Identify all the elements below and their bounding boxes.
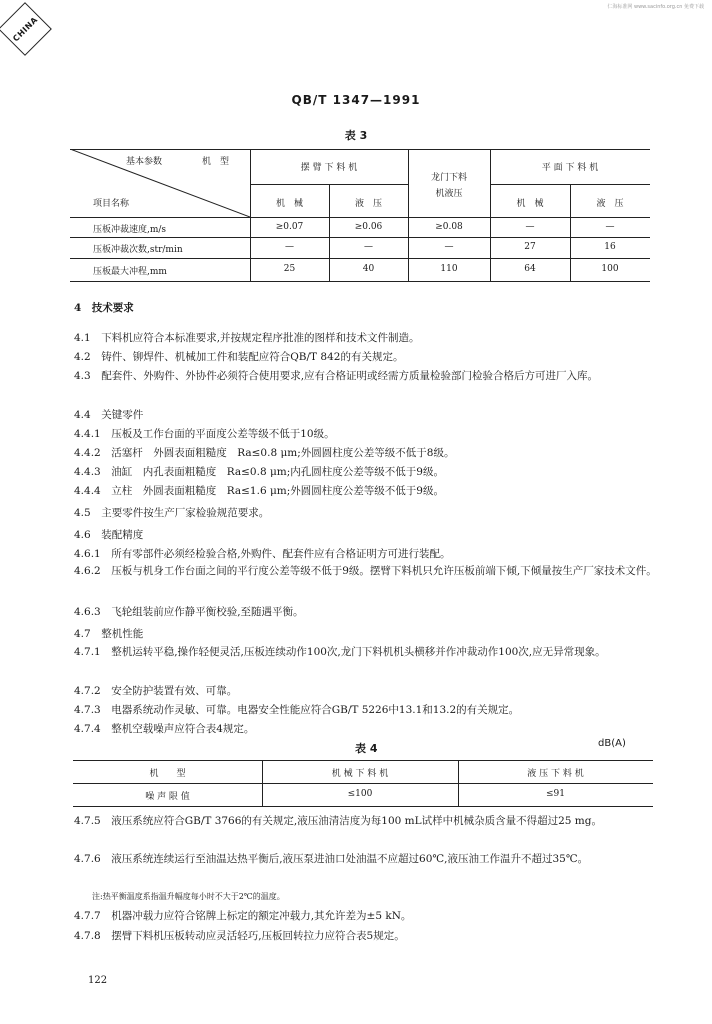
table4-rule-top — [73, 760, 653, 761]
para-4-7-3: 4.7.3 电器系统动作灵敏、可靠。电器安全性能应符合GB/T 5226中13.1和13.2的有关规定。 — [74, 704, 520, 716]
table4-head-mech: 机 械 下 料 机 — [331, 769, 389, 779]
table3-row1-v5: — — [605, 222, 615, 232]
table3-row2-v3: — — [444, 242, 454, 252]
table4-row-label: 噪 声 限 值 — [145, 792, 190, 802]
para-4-6-3: 4.6.3 飞轮组装前应作静平衡校验,至随遇平衡。 — [74, 606, 304, 618]
table3-vline-c — [408, 149, 409, 281]
para-4-7-6: 4.7.6 液压系统连续运行至油温达热平衡后,液压泵进油口处油温不应超过60℃,液压油工作温升不超过35℃。 — [74, 853, 589, 865]
para-4-7: 4.7 整机性能 — [74, 628, 144, 640]
para-4-6-1: 4.6.1 所有零部件必须经检验合格,外购件、配套件应有合格证明方可进行装配。 — [74, 548, 451, 560]
para-4-7-5: 4.7.5 液压系统应符合GB/T 3766的有关规定,液压油清洁度为每100 mL试样中机械杂质含量不得超过25 mg。 — [74, 815, 602, 827]
table3-title: 表 3 — [344, 129, 368, 142]
table3-row2-label: 压板冲裁次数,str/min — [93, 245, 183, 255]
table3-row2-v1: — — [285, 242, 294, 252]
table3-row1-v1: ≥0.07 — [275, 222, 304, 232]
table3-row1-v4: — — [525, 222, 535, 232]
table3-rule-header — [70, 217, 650, 218]
table3-rule-row1 — [70, 237, 650, 238]
para-4-1: 4.1 下料机应符合本标准要求,并按规定程序批准的图样和技术文件制造。 — [74, 332, 420, 344]
page-number: 122 — [88, 975, 108, 986]
china-stamp: CHINA — [0, 2, 52, 56]
para-4-7-7: 4.7.7 机器冲载力应符合铭牌上标定的额定冲载力,其允许差为±5 kN。 — [74, 910, 412, 922]
table3-row1-label: 压板冲裁速度,m/s — [93, 225, 167, 235]
para-4-4: 4.4 关键零件 — [74, 409, 144, 421]
table3-group-swing: 摆 臂 下 料 机 — [300, 163, 358, 173]
table3-rule-row2 — [70, 258, 650, 259]
table3-row3-v5: 100 — [601, 264, 619, 274]
watermark: 仁海标准网 www.sacinfo.org.cn 免费下载 — [607, 4, 704, 10]
table4-value-hyd: ≤91 — [546, 789, 565, 799]
para-4-5: 4.5 主要零件按生产厂家检验规范要求。 — [74, 507, 270, 519]
table4-rule-mid — [73, 783, 653, 784]
table3-row1-v3: ≥0.08 — [435, 222, 463, 232]
table4-value-mech: ≤100 — [347, 789, 373, 799]
table3-sub-mech1: 机 械 — [275, 199, 303, 209]
table3-row3-v1: 25 — [283, 264, 296, 274]
para-4-6: 4.6 装配精度 — [74, 529, 144, 541]
para-4-4-4: 4.4.4 立柱 外圆表面粗糙度 Ra≤1.6 μm;外圆圆柱度公差等级不低于9级。 — [74, 485, 444, 497]
table3-row3-v3: 110 — [440, 264, 458, 274]
para-4-4-3: 4.4.3 油缸 内孔表面粗糙度 Ra≤0.8 μm;内孔圆柱度公差等级不低于9级。 — [74, 466, 444, 478]
table3-row2-v2: — — [364, 242, 373, 252]
table3-rule-bottom — [70, 281, 650, 282]
para-4-2: 4.2 铸件、铆焊件、机械加工件和装配应符合QB/T 842的有关规定。 — [74, 351, 404, 363]
para-4-4-2: 4.4.2 活塞杆 外圆表面粗糙度 Ra≤0.8 μm;外圆圆柱度公差等级不低于8级。 — [74, 447, 455, 459]
table3-row1-v2: ≥0.06 — [354, 222, 383, 232]
table4-head-hyd: 液 压 下 料 机 — [527, 769, 584, 779]
para-4-7-2: 4.7.2 安全防护装置有效、可靠。 — [74, 685, 238, 697]
table3-group-gantry-2: 机液压 — [435, 189, 463, 199]
para-4-3: 4.3 配套件、外购件、外协件必须符合使用要求,应有合格证明或经需方质量检验部门检验合格后方可进厂入库。 — [74, 370, 599, 382]
table3-group-gantry-1: 龙门下料 — [430, 173, 467, 183]
table3-sub-mech2: 机 械 — [516, 199, 544, 209]
table3-sub-hyd2: 液 压 — [596, 199, 624, 209]
table4-head-type: 机 型 — [149, 769, 186, 779]
table3-group-flat: 平 面 下 料 机 — [541, 163, 599, 173]
note: 注:热平衡温度系指温升幅度每小时不大于2℃的温度。 — [92, 892, 285, 901]
para-4-7-1: 4.7.1 整机运转平稳,操作轻便灵活,压板连续动作100次,龙门下料机机头横移并作冲裁动作100次,应无异常现象。 — [74, 646, 606, 658]
para-4-6-2: 4.6.2 压板与机身工作台面之间的平行度公差等级不低于9级。摆臂下料机只允许压板前端下倾,下倾量按生产厂家技术文件。 — [74, 565, 657, 577]
table4-title: 表 4 — [355, 742, 378, 755]
table3-corner-bottom: 项目名称 — [93, 199, 130, 209]
table3-row2-v5: 16 — [604, 242, 616, 252]
table3-row3-v4: 64 — [524, 264, 536, 274]
table3-sub-hyd1: 液 压 — [354, 199, 382, 209]
table3-corner-top-left: 基本参数 — [126, 157, 163, 167]
standard-number: QB/T 1347—1991 — [291, 93, 421, 107]
table3-row3-label: 压板最大冲程,mm — [93, 267, 167, 277]
section4-title: 4 技术要求 — [74, 302, 134, 314]
para-4-7-4: 4.7.4 整机空载噪声应符合表4规定。 — [74, 723, 255, 735]
table4-rule-bottom — [73, 806, 653, 807]
table3-row2-v4: 27 — [524, 242, 536, 252]
table3-corner-top-right: 机 型 — [202, 157, 230, 167]
table3-row3-v2: 40 — [362, 264, 375, 274]
table4-unit: dB(A) — [598, 738, 626, 749]
para-4-4-1: 4.4.1 压板及工作台面的平面度公差等级不低于10级。 — [74, 428, 335, 440]
para-4-7-8: 4.7.8 摆臂下料机压板转动应灵活轻巧,压板回转拉力应符合表5规定。 — [74, 930, 405, 942]
